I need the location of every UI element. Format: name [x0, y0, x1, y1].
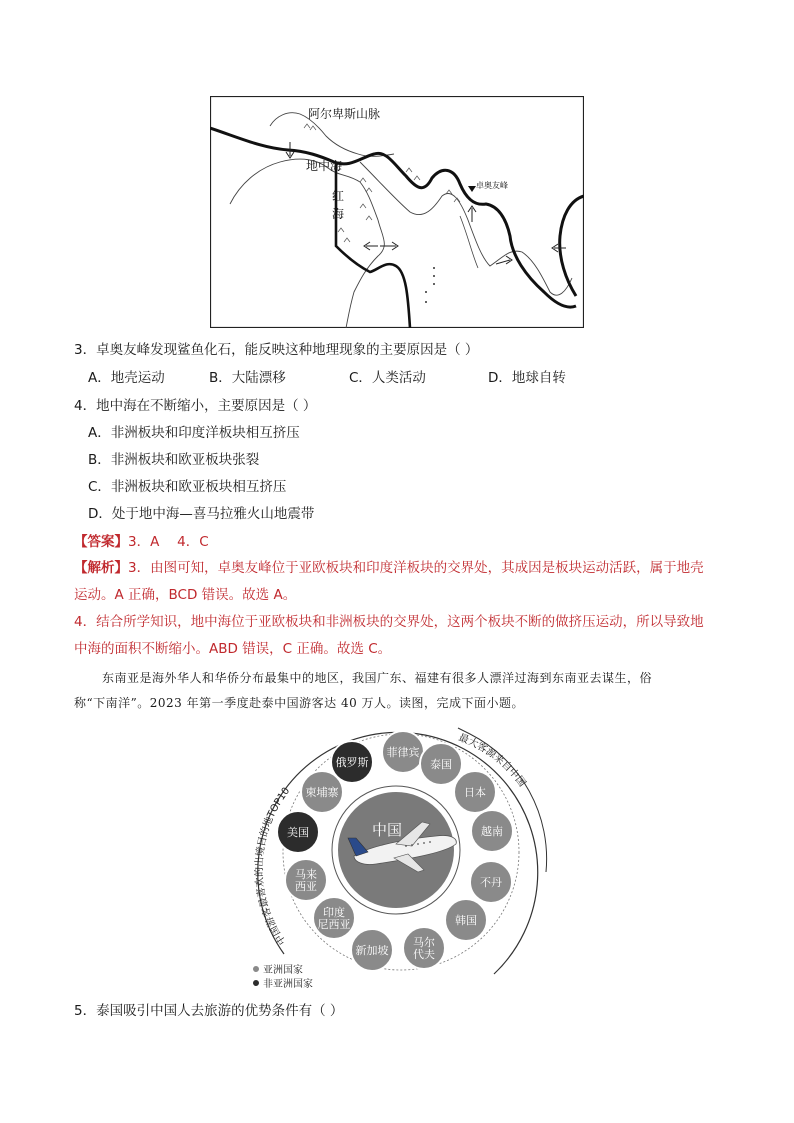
analysis-line-1 [74, 559, 704, 577]
country-label: 俄罗斯 [335, 756, 369, 769]
legend-asia-dot [253, 966, 259, 972]
analysis-line-3: 4．结合所学知识，地中海位于亚欧板块和非洲板块的交界处，这两个板块不断的做挤压运动，所以导致地 [74, 614, 704, 630]
country-label: 不丹 [480, 876, 502, 889]
answer-tag: 【答案】 [74, 534, 128, 550]
country-label: 美国 [287, 826, 309, 839]
country-node [382, 731, 424, 773]
question-4-stem: 4．地中海在不断缩小，主要原因是（ ） [74, 398, 317, 414]
question-5-stem: 5．泰国吸引中国人去旅游的优势条件有（ ） [74, 1003, 344, 1019]
country-node [403, 927, 445, 969]
question-3-option-b: B．大陆漂移 [209, 370, 286, 386]
center-label: 中国 [372, 821, 403, 839]
country-node [420, 743, 462, 785]
country-label: 西亚 [295, 880, 317, 893]
map-label-red-sea-2: 海 [332, 207, 345, 221]
legend-non-asia-dot [253, 980, 259, 986]
country-node [351, 929, 393, 971]
question-3-option-d: D．地球自转 [488, 370, 566, 386]
tourism-circle-diagram [246, 722, 556, 992]
country-label: 代夫 [413, 948, 435, 961]
analysis-text-1: 3．由图可知，卓奥友峰位于亚欧板块和印度洋板块的交界处，其成因是板块运动活跃，属于地壳 [128, 560, 704, 576]
country-label: 印度 [323, 906, 345, 919]
map-label-alps: 阿尔卑斯山脉 [308, 107, 381, 121]
question-4-option-a: A．非洲板块和印度洋板块相互挤压 [88, 425, 300, 441]
legend-non-asia-label: 非亚洲国家 [263, 979, 313, 990]
country-label: 越南 [481, 825, 503, 838]
analysis-line-2: 运动。A 正确，BCD 错误。故选 A。 [74, 587, 297, 603]
question-4-option-c: C．非洲板块和欧亚板块相互挤压 [88, 479, 287, 495]
question-4-option-d: D．处于地中海—喜马拉雅火山地震带 [88, 506, 315, 522]
right-arc-label: 最大客源来自中国 [456, 732, 528, 790]
map-label-qomolangma: 卓奥友峰 [476, 181, 508, 190]
country-node [285, 859, 327, 901]
answer-text: 3．A 4．C [128, 534, 209, 550]
map-label-mediterranean: 地中海 [306, 159, 343, 173]
country-label: 尼西亚 [317, 918, 351, 931]
country-label: 柬埔寨 [305, 786, 339, 799]
question-3-stem: 3．卓奥友峰发现鲨鱼化石，能反映这种地理现象的主要原因是（ ） [74, 342, 479, 358]
country-node [445, 899, 487, 941]
country-label: 马尔 [413, 936, 435, 949]
question-4-option-b: B．非洲板块和欧亚板块张裂 [88, 452, 260, 468]
left-arc-label: 中国游客最喜欢的出境目的地TOP10 [254, 785, 293, 947]
map-label-red-sea-1: 红 [332, 189, 345, 203]
answer-line [74, 533, 209, 551]
country-node [277, 811, 319, 853]
passage-line-1: 东南亚是海外华人和华侨分布最集中的地区，我国广东、福建有很多人漂洋过海到东南亚去谋生，俗 [102, 671, 653, 685]
passage-line-2: 称“下南洋”。2023 年第一季度赴泰中国游客达 40 万人。读图，完成下面小题。 [74, 696, 525, 710]
plate-map-figure [210, 96, 584, 328]
plate-map [210, 96, 584, 328]
country-node [313, 897, 355, 939]
country-label: 日本 [464, 786, 486, 799]
country-label: 菲律宾 [386, 746, 420, 759]
country-node [301, 771, 343, 813]
country-node [470, 861, 512, 903]
country-node [471, 810, 513, 852]
country-label: 新加坡 [355, 944, 389, 957]
question-3-option-c: C．人类活动 [349, 370, 426, 386]
question-3-option-a: A．地壳运动 [88, 370, 165, 386]
legend-asia-label: 亚洲国家 [263, 965, 303, 976]
tourism-diagram [246, 722, 556, 992]
analysis-line-4: 中海的面积不断缩小。ABD 错误，C 正确。故选 C。 [74, 641, 392, 657]
country-label: 泰国 [430, 758, 452, 771]
country-label: 马来 [295, 868, 317, 881]
country-node [454, 771, 496, 813]
country-label: 韩国 [455, 914, 477, 927]
analysis-tag: 【解析】 [74, 560, 128, 576]
